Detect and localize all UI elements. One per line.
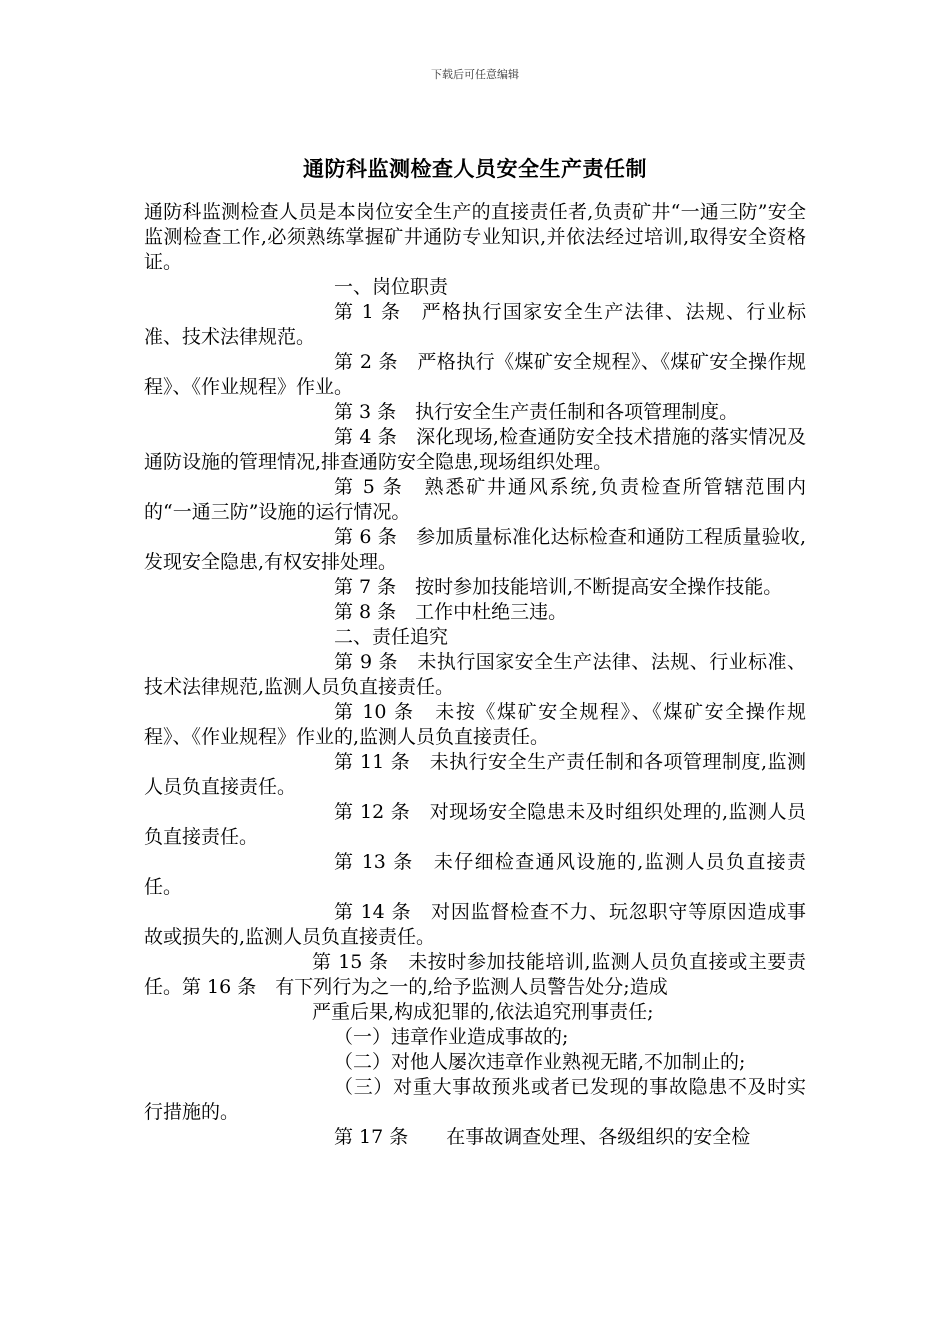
article-9: 第 9 条 未执行国家安全生产法律、法规、行业标准、技术法律规范,监测人员负直接责任。 <box>144 651 806 698</box>
article-7: 第 7 条 按时参加技能培训,不断提高安全操作技能。 <box>334 576 783 598</box>
section-heading-accountability: 二、责任追究 <box>334 626 449 648</box>
article-5: 第 5 条 熟悉矿井通风系统,负责检查所管辖范围内的“一通三防”设施的运行情况。 <box>144 476 806 523</box>
article-8: 第 8 条 工作中杜绝三违。 <box>334 601 568 623</box>
article-11: 第 11 条 未执行安全生产责任制和各项管理制度,监测人员负直接责任。 <box>144 751 806 798</box>
article-12: 第 12 条 对现场安全隐患未及时组织处理的,监测人员负直接责任。 <box>144 801 806 848</box>
article-16-continuation: 严重后果,构成犯罪的,依法追究刑事责任; <box>312 1001 654 1023</box>
article-15-16: 第 15 条 未按时参加技能培训,监测人员负直接或主要责任。第 16 条 有下列行为之一的,给予监测人员警告处分;造成 <box>144 951 806 998</box>
article-13: 第 13 条 未仔细检查通风设施的,监测人员负直接责任。 <box>144 851 806 898</box>
section-heading-duties: 一、岗位职责 <box>334 276 449 298</box>
document-title: 通防科监测检查人员安全生产责任制 <box>303 156 647 181</box>
document-body <box>144 200 806 1150</box>
article-1: 第 1 条 严格执行国家安全生产法律、法规、行业标准、技术法律规范。 <box>144 301 806 348</box>
intro-paragraph: 通防科监测检查人员是本岗位安全生产的直接责任者,负责矿井“一通三防”安全监测检查工作,必须熟练掌握矿井通防专业知识,并依法经过培训,取得安全资格证。 <box>144 201 806 273</box>
article-2: 第 2 条 严格执行《煤矿安全规程》、《煤矿安全操作规程》、《作业规程》作业。 <box>144 351 806 398</box>
article-4: 第 4 条 深化现场,检查通防安全技术措施的落实情况及通防设施的管理情况,排查通防安全隐患,现场组织处理。 <box>144 426 806 473</box>
list-item-1: （一）违章作业造成事故的; <box>334 1026 569 1048</box>
header-note: 下载后可任意编辑 <box>431 68 519 81</box>
article-6: 第 6 条 参加质量标准化达标检查和通防工程质量验收,发现安全隐患,有权安排处理。 <box>144 526 806 573</box>
article-3: 第 3 条 执行安全生产责任制和各项管理制度。 <box>334 401 739 423</box>
article-10: 第 10 条 未按《煤矿安全规程》、《煤矿安全操作规程》、《作业规程》作业的,监测人员负直接责任。 <box>144 701 806 748</box>
list-item-3: （三）对重大事故预兆或者已发现的事故隐患不及时实行措施的。 <box>144 1076 806 1123</box>
article-14: 第 14 条 对因监督检查不力、玩忽职守等原因造成事故或损失的,监测人员负直接责任。 <box>144 901 806 948</box>
list-item-2: （二）对他人屡次违章作业熟视无睹,不加制止的; <box>334 1051 746 1073</box>
article-17: 第 17 条 在事故调查处理、各级组织的安全检 <box>334 1126 751 1148</box>
